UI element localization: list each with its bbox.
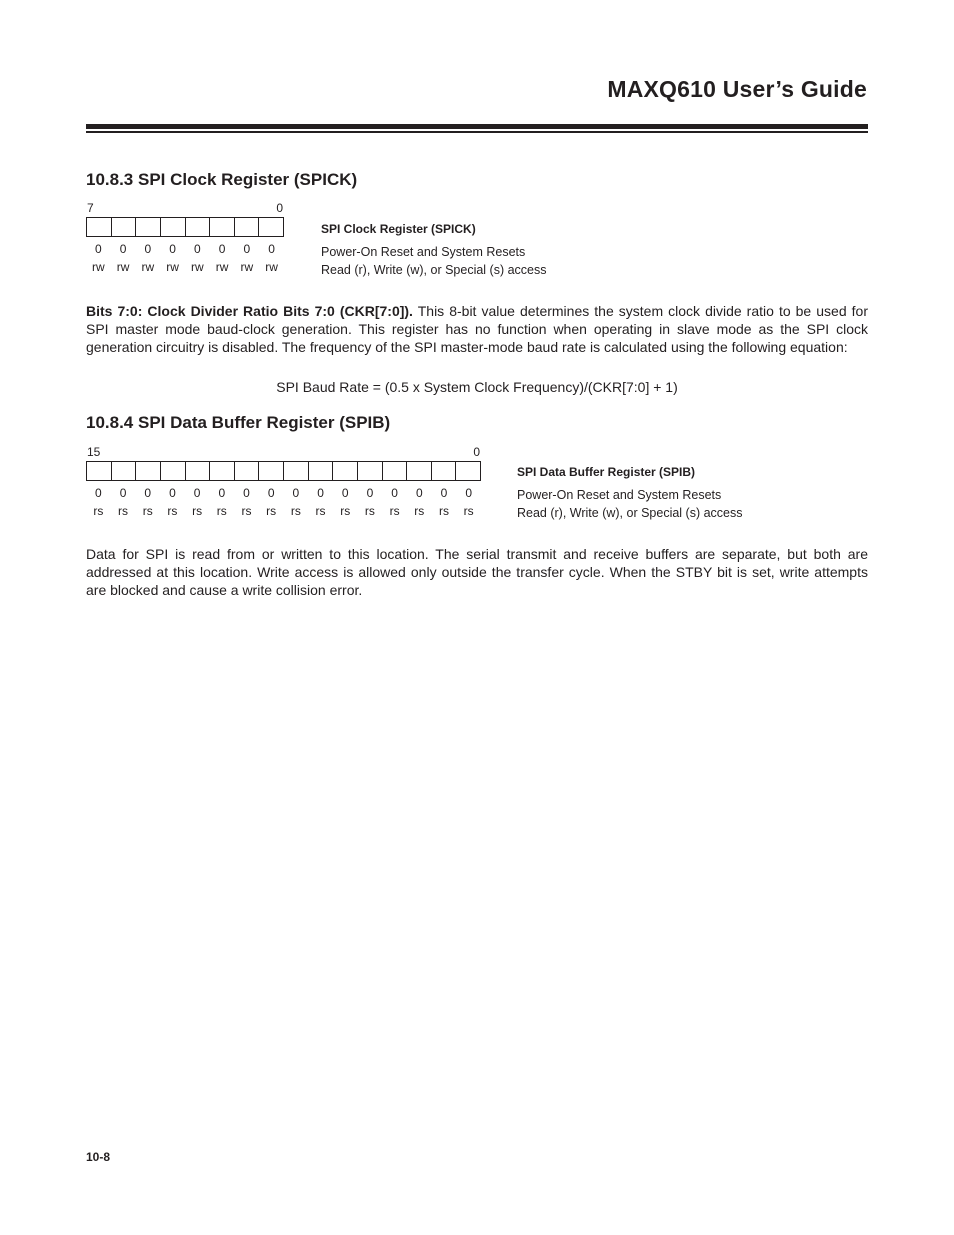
access-type: rs [118,504,129,518]
bit-cell [136,462,161,480]
access-type: rw [141,260,155,274]
reset-value: 0 [415,486,423,500]
bit-cell [407,462,432,480]
reset-value: 0 [95,242,102,256]
bit-cell [161,218,186,236]
bit-cell [161,462,186,480]
bit-cell [186,462,211,480]
bit-field-name: Bits 7:0: Clock Divider Ratio Bits 7:0 (CKR[7:0]). [86,303,413,319]
msb-bit-label: 15 [87,445,101,459]
document-title: MAXQ610 User’s Guide [607,76,867,102]
legend-title: SPI Clock Register (SPICK) [321,222,476,236]
reset-value: 0 [243,486,250,500]
header-rule-thick [86,124,868,129]
bit-cell [235,462,260,480]
access-type: rw [191,260,204,274]
access-type: rw [240,260,254,274]
bit-cell [112,218,137,236]
bit-cell [309,462,334,480]
access-type: rs [290,504,301,518]
access-type: rw [116,260,130,274]
access-type: rs [241,504,252,518]
reset-value: 0 [341,486,349,500]
bit-cell [358,462,383,480]
paragraph-text: This 8-bit value determines the system clock divide ratio to be used for SPI master mode baud-clock generation. This register has no function when operating in slave mode as the SPI clock generation circuitry is disabled. The frequency of the SPI master-mode baud rate is calculated using the following equation: [86,303,868,355]
reset-value: 0 [144,486,152,500]
bit-cells [86,461,481,481]
bit-cell [112,462,137,480]
section-heading-spick: 10.8.3 SPI Clock Register (SPICK) [86,170,358,189]
bit-cell [186,218,211,236]
page-number: 10-8 [86,1150,111,1164]
legend-title: SPI Data Buffer Register (SPIB) [517,465,696,479]
reset-value: 0 [268,242,275,256]
access-type: rw [265,260,278,274]
bit-cell [383,462,408,480]
access-type: rw [215,260,229,274]
reset-value: 0 [169,242,176,256]
reset-value: 0 [292,486,300,500]
access-type: rs [389,504,400,518]
header-rule-thin [86,131,868,133]
legend-access-line: Read (r), Write (w), or Special (s) access [321,263,547,277]
reset-value: 0 [366,486,374,500]
baud-rate-equation: SPI Baud Rate = (0.5 x System Clock Frequency)/(CKR[7:0] + 1) [276,379,678,395]
reset-value: 0 [95,486,102,500]
bit-cell [284,462,309,480]
bit-cell [87,462,112,480]
bit-cell [210,462,235,480]
access-type: rw [166,260,179,274]
reset-value: 0 [465,486,472,500]
legend-access-line: Read (r), Write (w), or Special (s) access [517,506,743,520]
access-type: rs [438,504,449,518]
access-type: rs [167,504,178,518]
reset-value: 0 [193,486,201,500]
access-type: rs [216,504,227,518]
access-type: rs [93,504,104,518]
access-type: rs [364,504,375,518]
access-type: rs [340,504,351,518]
reset-values-row [86,240,284,258]
access-type: rs [414,504,425,518]
bit-cell [210,218,235,236]
register-legend-spib [517,465,743,522]
legend-reset-line: Power-On Reset and System Resets [321,245,526,259]
spib-description: Data for SPI is read from or written to this location. The serial transmit and receive buffers are separate, but both are addressed at this location. Write access is allowed only outside the transfer cycle. When the STBY bit is set, write attempts are blocked and cause a write collision error. [86,546,868,598]
reset-value: 0 [119,242,127,256]
register-legend-spick [321,222,547,279]
reset-value: 0 [194,242,201,256]
bit-cell [432,462,457,480]
reset-value: 0 [218,486,226,500]
reset-value: 0 [119,486,127,500]
register-diagram-spib [86,445,481,520]
bit-cell [333,462,358,480]
register-diagram-spick [86,201,284,276]
reset-values-row [86,484,481,502]
bit-cell [235,218,260,236]
access-type: rs [315,504,326,518]
reset-value: 0 [267,486,275,500]
spick-description [86,302,868,356]
bit-cell [136,218,161,236]
access-type: rw [92,260,105,274]
section-heading-spib: 10.8.4 SPI Data Buffer Register (SPIB) [86,413,391,432]
bit-cells [86,217,284,237]
msb-bit-label: 7 [87,201,94,215]
access-type: rs [266,504,277,518]
lsb-bit-label: 0 [473,445,480,459]
reset-value: 0 [169,486,176,500]
legend-reset-line: Power-On Reset and System Resets [517,488,722,502]
bit-cell [259,462,284,480]
reset-value: 0 [317,486,324,500]
reset-value: 0 [440,486,448,500]
bit-cell [259,218,283,236]
reset-value: 0 [391,486,398,500]
reset-value: 0 [218,242,226,256]
reset-value: 0 [243,242,251,256]
bit-cell [456,462,480,480]
bit-cell [87,218,112,236]
access-type: rs [463,504,474,518]
reset-value: 0 [144,242,152,256]
access-type: rs [192,504,203,518]
access-row [86,502,481,520]
access-row [86,258,284,276]
lsb-bit-label: 0 [276,201,283,215]
access-type: rs [142,504,153,518]
